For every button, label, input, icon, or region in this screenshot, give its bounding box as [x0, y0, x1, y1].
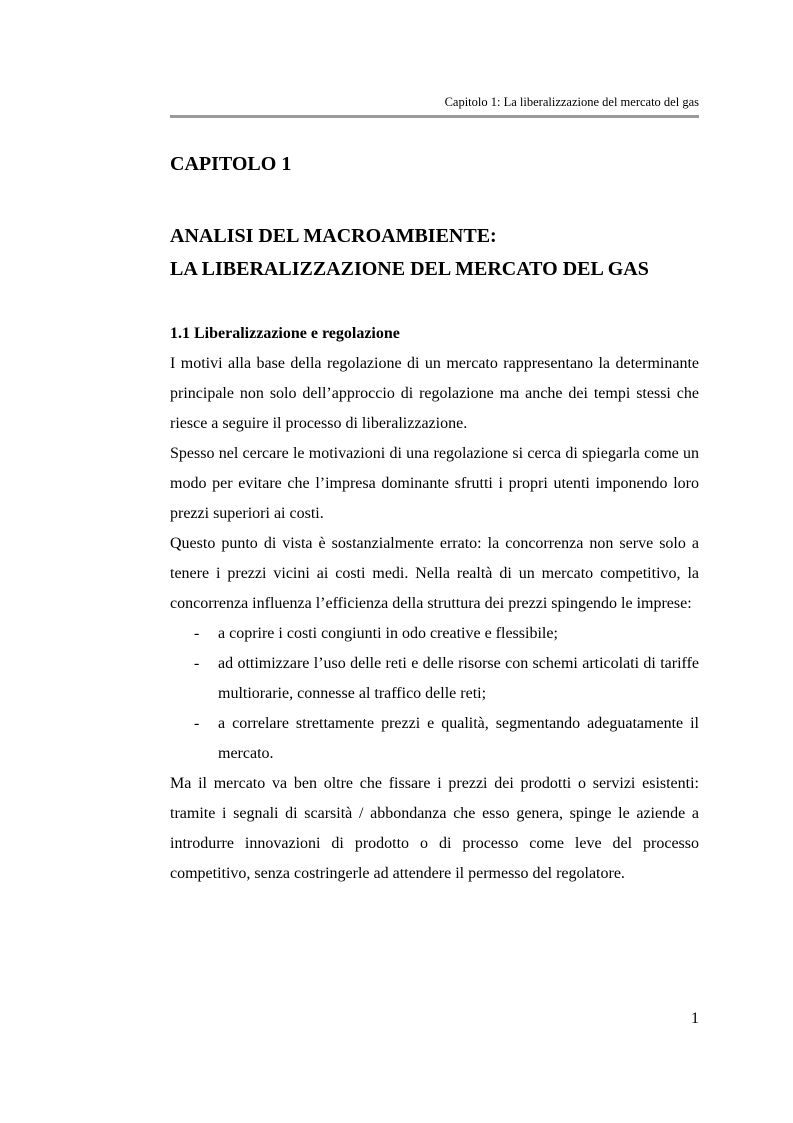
- bullet-item: [170, 709, 699, 769]
- bullet-dash: -: [194, 625, 200, 642]
- bullet-dash: -: [194, 715, 200, 732]
- section-heading: 1.1 Liberalizzazione e regolazione: [170, 325, 400, 342]
- bullet-item: [170, 649, 699, 709]
- header-rule: [170, 115, 699, 118]
- bullet-text: ad ottimizzare l’uso delle reti e delle risorse con schemi articolati di tariffe multiorarie, connesse al traffico delle reti;: [218, 655, 699, 702]
- body-paragraph: I motivi alla base della regolazione di un mercato rappresentano la determinante principale non solo dell’approccio di regolazione ma anche dei tempi stessi che riesce a seguire il processo di liberalizzazione.: [170, 355, 699, 432]
- bullet-list: [170, 619, 699, 769]
- chapter-label: CAPITOLO 1: [170, 153, 292, 175]
- running-header: Capitolo 1: La liberalizzazione del mercato del gas: [444, 95, 699, 109]
- chapter-title-line: LA LIBERALIZZAZIONE DEL MERCATO DEL GAS: [170, 258, 649, 280]
- page-number: 1: [691, 1010, 699, 1027]
- bullet-text: a coprire i costi congiunti in odo creative e flessibile;: [218, 625, 558, 642]
- bullet-text: a correlare strettamente prezzi e qualità, segmentando adeguatamente il mercato.: [218, 715, 699, 762]
- bullet-item: [170, 619, 699, 649]
- section-body: [170, 349, 699, 889]
- chapter-title-line: ANALISI DEL MACROAMBIENTE:: [170, 225, 497, 247]
- body-paragraph: Questo punto di vista è sostanzialmente errato: la concorrenza non serve solo a tenere i prezzi vicini ai costi medi. Nella realtà di un mercato competitivo, la concorrenza influenza l’efficienza della struttura dei prezzi spingendo le imprese:: [170, 535, 699, 612]
- body-paragraph: Ma il mercato va ben oltre che fissare i prezzi dei prodotti o servizi esistenti: tramite i segnali di scarsità / abbondanza che esso genera, spinge le aziende a introdurre innovazioni di prodotto o di processo come leve del processo competitivo, senza costringerle ad attendere il permesso del regolatore.: [170, 775, 699, 882]
- body-paragraph: Spesso nel cercare le motivazioni di una regolazione si cerca di spiegarla come un modo per evitare che l’impresa dominante sfrutti i propri utenti imponendo loro prezzi superiori ai costi.: [170, 445, 699, 522]
- bullet-dash: -: [194, 655, 200, 672]
- chapter-title: [170, 220, 699, 286]
